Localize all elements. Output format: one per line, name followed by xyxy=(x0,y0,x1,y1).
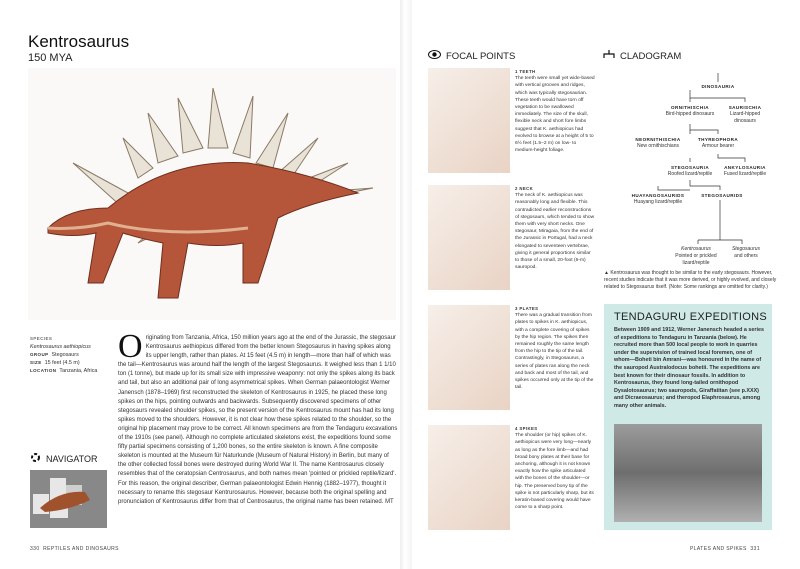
navigator-icon xyxy=(30,452,41,465)
tendaguru-panel xyxy=(604,304,772,530)
clade-kentrosaurus: Kentrosaurus Pointed or prickled lizard/reptile xyxy=(675,246,717,266)
focal-image-neck xyxy=(428,185,510,290)
clade-thyreophora: THYREOPHORA Armour bearer xyxy=(697,137,739,149)
cladogram-heading xyxy=(603,50,681,62)
focal-image-plates xyxy=(428,305,510,410)
focal-text-spikes xyxy=(515,425,595,511)
section-title-left: REPTILES AND DINOSAURS xyxy=(43,546,119,552)
era-label: 150 MYA xyxy=(28,52,73,64)
navigator-label: NAVIGATOR xyxy=(46,453,98,464)
panel-title: TENDAGURU EXPEDITIONS xyxy=(614,311,767,323)
fact-box xyxy=(30,335,110,375)
navigator-thumbnail[interactable] xyxy=(30,470,107,528)
focal-text-teeth xyxy=(515,68,595,154)
clade-neornithischia: NEORNITHISCHIA New ornithischians xyxy=(635,137,681,149)
focal-label: 2 NECK xyxy=(515,186,534,191)
focal-image-teeth xyxy=(428,68,510,173)
focal-label: 4 SPIKES xyxy=(515,426,538,431)
author-initials: MT xyxy=(385,498,394,505)
eye-icon xyxy=(428,50,441,62)
footer-left xyxy=(30,546,119,552)
focal-text-plates xyxy=(515,305,595,391)
page-number-right: 331 xyxy=(750,546,760,552)
clade-stegosaurus: Stegosaurus and others xyxy=(731,246,761,259)
page-title: Kentrosaurus xyxy=(28,32,130,51)
kentrosaurus-illustration xyxy=(28,68,396,320)
fact-location: LOCATION Tanzania, Africa xyxy=(30,368,98,374)
footer-right xyxy=(690,546,760,552)
focal-body: The teeth were small yet wide-based with vertical grooves and ridges, which was typically stegosaurian. These teeth would have torn off vegetation to be swallowed immediately. The size of the skull, flexible neck and short fore limbs suggest that K. aethiopicus had evolved to browse at a height of 5 to 6½ feet (1.5–2 m) on low- to medium-height foliage. xyxy=(515,76,595,154)
cladogram-label: CLADOGRAM xyxy=(620,50,682,62)
focal-text-neck xyxy=(515,185,595,271)
clade-ornithischia: ORNITHISCHIA Bird-hipped dinosaurs xyxy=(665,105,715,117)
focal-label: 3 PLATES xyxy=(515,306,539,311)
article-text: riginating from Tanzania, Africa, 150 million years ago at the end of the Jurassic, the stegosaur Kentrosaurus aethiopicus differed from the better known Stegosaurus in having spikes along its upper length, rather than plates. At 15 feet (4.5 m) in length—more than half of which was the tail—Kentrosaurus was around half the length of the largest Stegosaurus. It weighed less than 1 1/10 ton (1 tonne), but made up for its small size with impressive weaponry: not only the spikes along its back and tail, but also an additional pair of long asymmetrical spikes. When German palaeontologist Werner Janensch (1878–1969) first reconstructed the skeleton of Kentrosaurus in 1925, he placed these long spikes on the hips, pointing outwards and backwards. Subsequently discovered specimens of other stegosaurs revealed shoulder spikes, so the present version of the Kentrosaurus mount has had its long spikes moved to the shoulders. However, it is not clear how these spikes related to the shoulder, so the original hip placement may prove to be correct. All known specimens are from the Tendaguru excavations of the 1910s (see panel). Although no complete articulated skeletons exist, the expeditions found some fifty partial specimens consisting of 1,200 bones, so the entire skeleton is known. A fine composite skeleton is mounted at the Museum für Naturkunde (Museum of Natural History) in Berlin, but many of the other collected fossil bones were destroyed during World War II. The name Kentrosaurus closely resembles that of the ceratopsian Centrosaurus, and both names mean 'pointed or prickled reptile/lizard'. For this reason, the original describer, German palaeontologist Edwin Hennig (1882–1977), thought it necessary to rename this stegosaur Kentrurosaurus. However, because both the original spelling and pronunciation of Kentrosaurus differ from that of Centrosaurus, the original name has been retained. xyxy=(118,335,398,505)
clade-saurischia: SAURISCHIA Lizard-hipped dinosaurs xyxy=(728,105,762,124)
main-article xyxy=(118,328,398,507)
fact-group: GROUP Stegosaurs xyxy=(30,352,79,358)
focal-body: There was a gradual transition from plates to spikes in K. aethiopicus, with a complete covering of spikes by the hip region. The spikes then remained roughly the same length from the hip to the tip of the tail. Contrastingly, in Stegosaurus, a series of plates ran along the neck and back and most of the tail, and spikes occurred only at the tip of the tail. xyxy=(515,313,594,391)
focal-body: The shoulder (or hip) spikes of K. aethiopicus were very long—nearly as long as the fore limb—and had broad bony plates at their base for anchoring, although it is not known exactly how the spike articulated with the bones of the shoulder—or hip. The preserved bony tip of the spike is not particularly sharp, but its keratin-based covering would have come to a sharp point. xyxy=(515,433,594,511)
clade-dinosauria: DINOSAURIA xyxy=(701,84,735,89)
focal-label: 1 TEETH xyxy=(515,69,536,74)
cladogram-icon xyxy=(603,50,615,62)
focal-body: The neck of K. aethiopicus was reasonably long and flexible. This contradicted earlier reconstructions of stegosaurs, which tended to show them with very short necks. One stegosaur, Miragaia, from the end of the Jurassic in Portugal, had a neck elongated to seventeen vertebrae, giving it general proportions similar to those of a small, 20-foot (6-m) sauropod. xyxy=(515,193,595,271)
focal-image-spikes xyxy=(428,425,510,530)
fact-species: Kentrosaurus aethiopicus xyxy=(30,344,91,350)
expedition-photo xyxy=(614,424,762,522)
fact-size: SIZE 15 feet (4.5 m) xyxy=(30,360,80,366)
clade-stegosauria: STEGOSAURIA Roofed lizard/reptile xyxy=(667,165,713,177)
fact-species-label: SPECIES xyxy=(30,336,53,341)
panel-text: Between 1909 and 1912, Werner Janensch headed a series of expeditions to Tendaguru in Tanzania (below). He recruited more than 500 local people to work in quarries under the supervision of trained local foremen, one of whom—Boheti bin Amrani—was honoured in the name of the sauropod Australodocus bohetii. The expeditions are best known for their dinosaur fossils. In addition to Kentrosaurus, they found long-tailed ornithopod Dysalotosaurus; two sauropods, Giraffatitan (see p.XXX) and Dicraeosaurus; and theropod Elaphrosaurus, among many other animals. xyxy=(614,327,765,409)
cladogram xyxy=(600,68,800,268)
drop-cap: O xyxy=(118,328,143,365)
page-gutter xyxy=(400,0,412,569)
clade-stegosaurids: STEGOSAURIDS xyxy=(701,193,743,198)
focal-points-label: FOCAL POINTS xyxy=(446,50,516,62)
page-number-left: 330 xyxy=(30,546,40,552)
clade-huayangosaurids: HUAYANGOSAURIDS Huayang lizard/reptile xyxy=(631,193,685,205)
cladogram-caption: ▲ Kentrosaurus was thought to be similar to the early stegosaurs. However, recent studies indicate that it was more derived, or highly evolved, and closely related to Stegosaurus itself. (Note: Some rankings are omitted for clarity.) xyxy=(604,270,777,290)
navigator-heading xyxy=(30,452,98,465)
section-title-right: PLATES AND SPIKES xyxy=(690,546,747,552)
clade-ankylosauria: ANKYLOSAURIA Fused lizard/reptile xyxy=(723,165,767,177)
focal-points-heading xyxy=(428,50,515,62)
